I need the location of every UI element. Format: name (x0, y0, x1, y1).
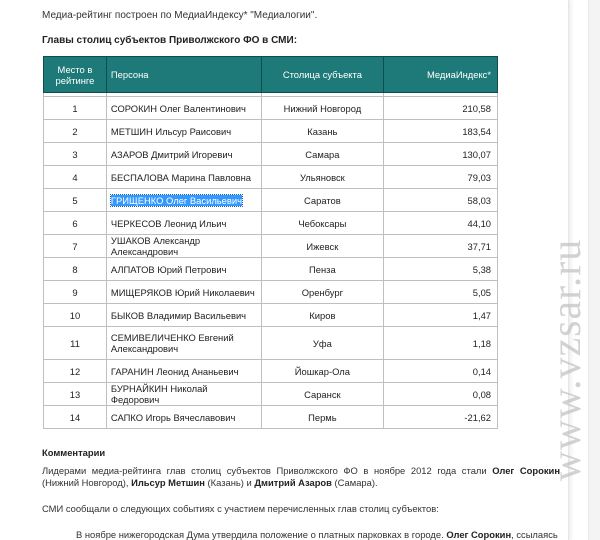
header-person: Персона (106, 57, 261, 93)
person-cell: МИЩЕРЯКОВ Юрий Николаевич (106, 281, 261, 304)
person-cell: БУРНАЙКИН Николай Федорович (106, 383, 261, 406)
p1-city-2: (Казань) и (204, 476, 255, 488)
index-cell: 44,10 (384, 212, 498, 235)
city-cell: Ижевск (261, 235, 384, 258)
table-row (44, 360, 498, 383)
table-header-row (44, 57, 498, 93)
rank-cell: 10 (44, 304, 107, 327)
p1-name-1: Олег Сорокин (492, 465, 560, 476)
rank-cell: 4 (44, 166, 107, 189)
p3-name: Олег Сорокин (446, 529, 512, 540)
city-cell: Уфа (261, 327, 384, 360)
comments-title: Комментарии (42, 447, 106, 458)
header-city: Столица субъекта (261, 57, 384, 93)
table-row (44, 97, 498, 120)
rating-table (43, 56, 498, 429)
p3-lead: В ноябре нижегородская Дума утвердила положение о платных парковках в городе. (76, 529, 447, 540)
table-row (44, 143, 498, 166)
rank-cell: 3 (44, 143, 107, 166)
index-cell: 183,54 (384, 120, 498, 143)
p1-city-1: (Нижний Новгород), (42, 476, 132, 488)
rank-cell: 6 (44, 212, 107, 235)
p3-tail: , ссылаясь (511, 529, 558, 540)
person-cell: ГАРАНИН Леонид Ананьевич (106, 360, 261, 383)
index-cell: 0,14 (384, 360, 498, 383)
rank-cell: 1 (44, 97, 107, 120)
rank-cell: 2 (44, 120, 107, 143)
index-cell: 79,03 (384, 166, 498, 189)
p1-lead: Лидерами медиа-рейтинга глав столиц субъектов Приволжского ФО в ноябре 2012 года стали (42, 465, 493, 476)
city-cell: Оренбург (261, 281, 384, 304)
person-cell: УШАКОВ Александр Александрович (106, 235, 261, 258)
city-cell: Саранск (261, 383, 384, 406)
person-cell: БЕСПАЛОВА Марина Павловна (106, 166, 261, 189)
index-cell: 1,18 (384, 327, 498, 360)
index-cell: 37,71 (384, 235, 498, 258)
table-row (44, 166, 498, 189)
watermark-text: www.vzsar.ru (544, 238, 590, 482)
comments-paragraph-3 (76, 529, 560, 540)
header-rank: Место в рейтинге (44, 57, 107, 93)
intro-text: Медиа-рейтинг построен по МедиаИндексу* "Медиалогии". (42, 10, 318, 21)
person-cell: МЕТШИН Ильсур Раисович (106, 120, 261, 143)
city-cell: Чебоксары (261, 212, 384, 235)
rank-cell: 11 (44, 327, 107, 360)
p1-name-2: Ильсур Метшин (131, 476, 205, 488)
person-cell (106, 189, 261, 212)
city-cell: Йошкар-Ола (261, 360, 384, 383)
rank-cell: 9 (44, 281, 107, 304)
person-cell: СЕМИВЕЛИЧЕНКО Евгений Александрович (106, 327, 261, 360)
header-index: МедиаИндекс* (384, 57, 498, 93)
index-cell: 130,07 (384, 143, 498, 166)
index-cell: 5,38 (384, 258, 498, 281)
index-cell: 0,08 (384, 383, 498, 406)
index-cell: 58,03 (384, 189, 498, 212)
rank-cell: 7 (44, 235, 107, 258)
city-cell: Самара (261, 143, 384, 166)
table-row (44, 327, 498, 360)
table-row (44, 258, 498, 281)
comments-paragraph-1 (42, 465, 560, 488)
person-cell: ЧЕРКЕСОВ Леонид Ильич (106, 212, 261, 235)
city-cell: Саратов (261, 189, 384, 212)
table-row (44, 383, 498, 406)
rank-cell: 8 (44, 258, 107, 281)
rank-cell: 14 (44, 406, 107, 429)
selected-text[interactable]: ГРИЩЕНКО Олег Васильевич (110, 194, 242, 206)
table-row (44, 281, 498, 304)
table-row (44, 406, 498, 429)
comments-paragraph-2: СМИ сообщали о следующих событиях с участием перечисленных глав столиц субъектов: (42, 503, 439, 514)
city-cell: Казань (261, 120, 384, 143)
city-cell: Киров (261, 304, 384, 327)
site-watermark (537, 185, 597, 535)
index-cell: 5,05 (384, 281, 498, 304)
table-heading: Главы столиц субъектов Приволжского ФО в СМИ: (42, 35, 298, 46)
p1-city-3: (Самара). (331, 476, 378, 488)
table-row (44, 120, 498, 143)
rank-cell: 13 (44, 383, 107, 406)
city-cell: Ульяновск (261, 166, 384, 189)
index-cell: 210,58 (384, 97, 498, 120)
table-row (44, 189, 498, 212)
table-row (44, 212, 498, 235)
rank-cell: 12 (44, 360, 107, 383)
index-cell: 1,47 (384, 304, 498, 327)
city-cell: Пенза (261, 258, 384, 281)
person-cell: САПКО Игорь Вячеславович (106, 406, 261, 429)
city-cell: Пермь (261, 406, 384, 429)
city-cell: Нижний Новгород (261, 97, 384, 120)
table-row (44, 304, 498, 327)
table-row (44, 235, 498, 258)
person-cell: БЫКОВ Владимир Васильевич (106, 304, 261, 327)
index-cell: -21,62 (384, 406, 498, 429)
person-cell: СОРОКИН Олег Валентинович (106, 97, 261, 120)
p1-name-3: Дмитрий Азаров (254, 476, 332, 488)
person-cell: АЗАРОВ Дмитрий Игоревич (106, 143, 261, 166)
rank-cell: 5 (44, 189, 107, 212)
person-cell: АЛПАТОВ Юрий Петрович (106, 258, 261, 281)
